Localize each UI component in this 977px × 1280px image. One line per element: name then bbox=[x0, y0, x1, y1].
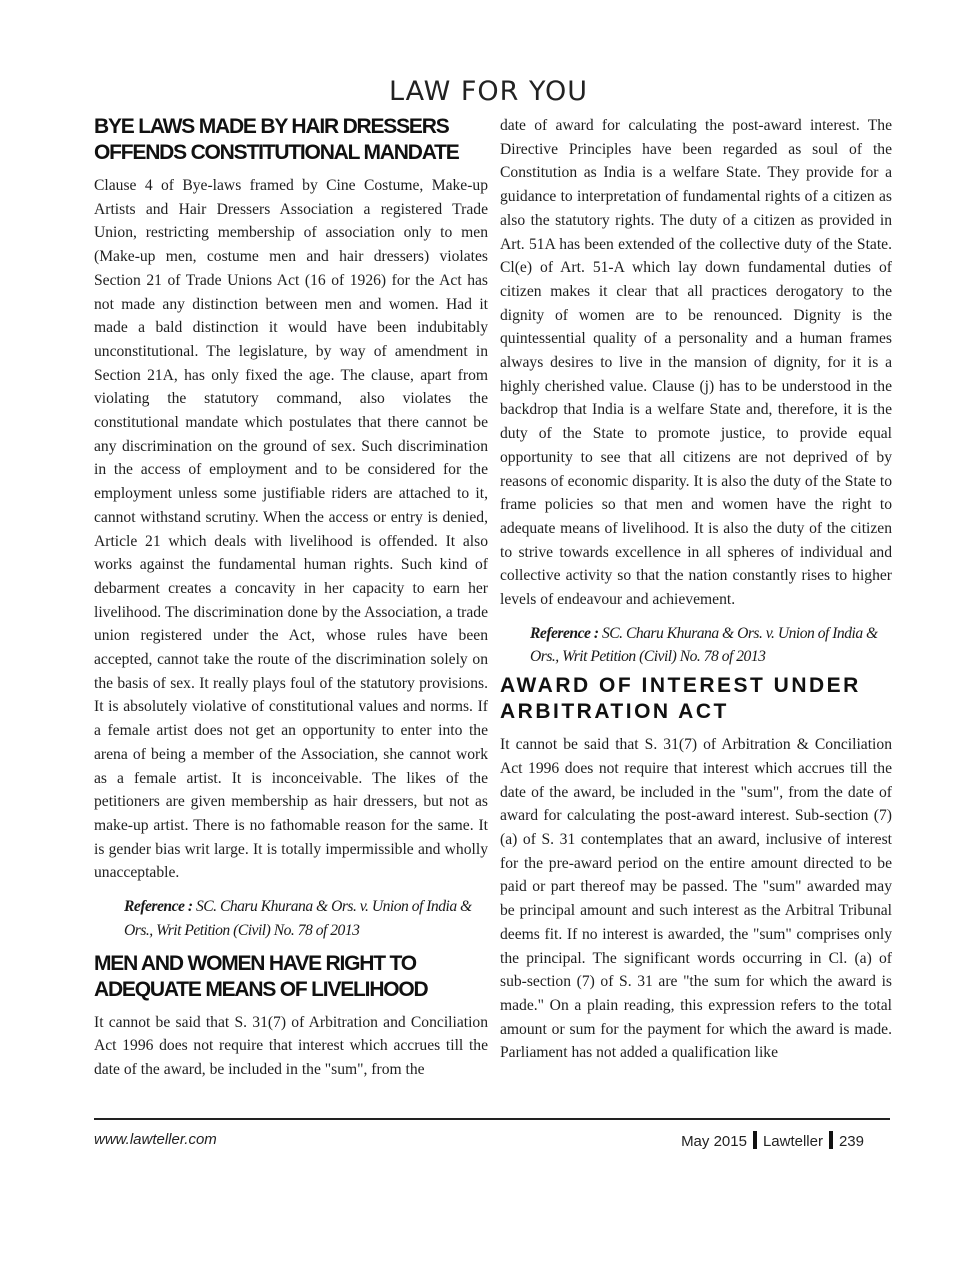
reference-text: SC. Charu Khurana & Ors. v. Union of India & Ors., Writ Petition (Civil) No. 78 of 2013 bbox=[530, 624, 878, 666]
reference-citation bbox=[94, 895, 488, 942]
section-heading-arbitration: AWARD OF INTEREST UNDER ARBITRATION ACT bbox=[500, 674, 861, 724]
footer-separator bbox=[829, 1131, 833, 1149]
footer-publication: Lawteller bbox=[762, 1133, 823, 1150]
footer-page-number: 239 bbox=[838, 1133, 864, 1150]
section-heading-livelihood: MEN AND WOMEN HAVE RIGHT TO ADEQUATE MEANS OF LIVELIHOOD bbox=[94, 951, 428, 1001]
reference-label: Reference : bbox=[124, 898, 193, 916]
reference-label: Reference : bbox=[530, 624, 599, 642]
section-body-livelihood: It cannot be said that S. 31(7) of Arbitration and Conciliation Act 1996 does not require that interest which accrues till the date of the award, be included in the "sum", from the bbox=[94, 1013, 488, 1078]
reference-citation bbox=[500, 622, 892, 669]
section-body-bye-laws: Clause 4 of Bye-laws framed by Cine Costume, Make-up Artists and Hair Dressers Association a registered Trade Union, restricting membership of association only to men (Make-up men, costume men and hair dressers) violates Section 21 of Trade Unions Act (16 of 1926) for the Act has not made any distinction between men and women. Had it made a bald distinction it would have been indubitably unconstitutional. The legislature, by way of amendment in Section 21A, has only fixed the age. The clause, apart from violating the statutory command, also violates the constitutional mandate which postulates that there cannot be any discrimination on the ground of sex. Such discrimination in the access of employment and to be considered for the employment unless some justifiable riders are attached to it, cannot withstand scrutiny. When the access or entry is denied, Article 21 which deals with livelihood is offended. It also works against the fundamental human rights. Such kind of debarment creates a concavity in her capacity to earn her livelihood. The discrimination done by the Association, a trade union registered under the Act, whose rules have been accepted, cannot take the route of the discrimination solely on the basis of sex. It really plays foul of the statutory provisions. It is absolutely violative of constitutional values and norms. If a female artist does not get an opportunity to enter into the arena of being a member of the Association, she cannot work as a female artist. It is inconceivable. The likes of the petitioners are given membership as hair dressers, but not as make-up artist. There is no fathomable reason for the same. It is gender bias writ large. It is totally impermissible and wholly unacceptable. bbox=[94, 177, 488, 882]
footer-divider bbox=[94, 1118, 890, 1120]
left-column bbox=[94, 114, 488, 1116]
section-body-continuation: date of award for calculating the post-award interest. The Directive Principles have been regarded as soul of the Constitution as India is a welfare State. They provide for a guidance to interpretation of fundamental rights of a citizen as also the statutory rights. The duty of a citizen as provided in Art. 51A has been extended of the collective duty of the State. Cl(e) of Art. 51-A which lay down fundamental duties of citizen makes it clear that all practices derogatory to the dignity of women are to be renounced. Dignity is the quintessential quality of a personality and a human frames always desires to live in the mansion of dignity, for it is a highly cherished value. Clause (j) has to be understood in the backdrop that India is a welfare State and, therefore, it is the duty of the State to promote justice, to provide equal opportunity to see that all citizens are not deprived of by reasons of economic disparity. It is also the duty of the State to frame policies so that men and women have the right to adequate means of livelihood. It is also the duty of the citizen to strive towards excellence in all spheres of individual and collective activity so that the nation constantly rises to higher levels of endeavour and achievement. bbox=[500, 117, 892, 609]
reference-text: SC. Charu Khurana & Ors. v. Union of India & Ors., Writ Petition (Civil) No. 78 of 2013 bbox=[124, 898, 472, 939]
section-heading-bye-laws: BYE LAWS MADE BY HAIR DRESSERS OFFENDS CONSTITUTIONAL MANDATE bbox=[94, 115, 459, 164]
section-body-arbitration: It cannot be said that S. 31(7) of Arbitration & Conciliation Act 1996 does not require that interest which accrues till the date of the award, be included in the "sum", from the date of award for calculating the post-award interest. Sub-section (7)(a) of S. 31 contemplates that an award, inclusive of interest for the pre-award period on the entire amount directed to be paid or part thereof may be passed. The "sum" awarded may be principal amount and such interest as the Arbitral Tribunal deems fit. If no interest is awarded, the "sum" comprises only the principal. The significant words occurring in Cl. (a) of sub-section (7) of S. 31 are "the sum for which the award is made." On a plain reading, this expression refers to the total amount or sum for the payment for which the award is made. Parliament has not added a qualification like bbox=[500, 736, 892, 1062]
footer-date: May 2015 bbox=[681, 1133, 747, 1150]
right-column bbox=[500, 114, 892, 1116]
page-header-title: LAW FOR YOU bbox=[388, 76, 589, 107]
footer-separator bbox=[753, 1131, 757, 1149]
footer-page-info bbox=[681, 1131, 864, 1150]
footer-website-link[interactable]: www.lawteller.com bbox=[94, 1131, 217, 1148]
